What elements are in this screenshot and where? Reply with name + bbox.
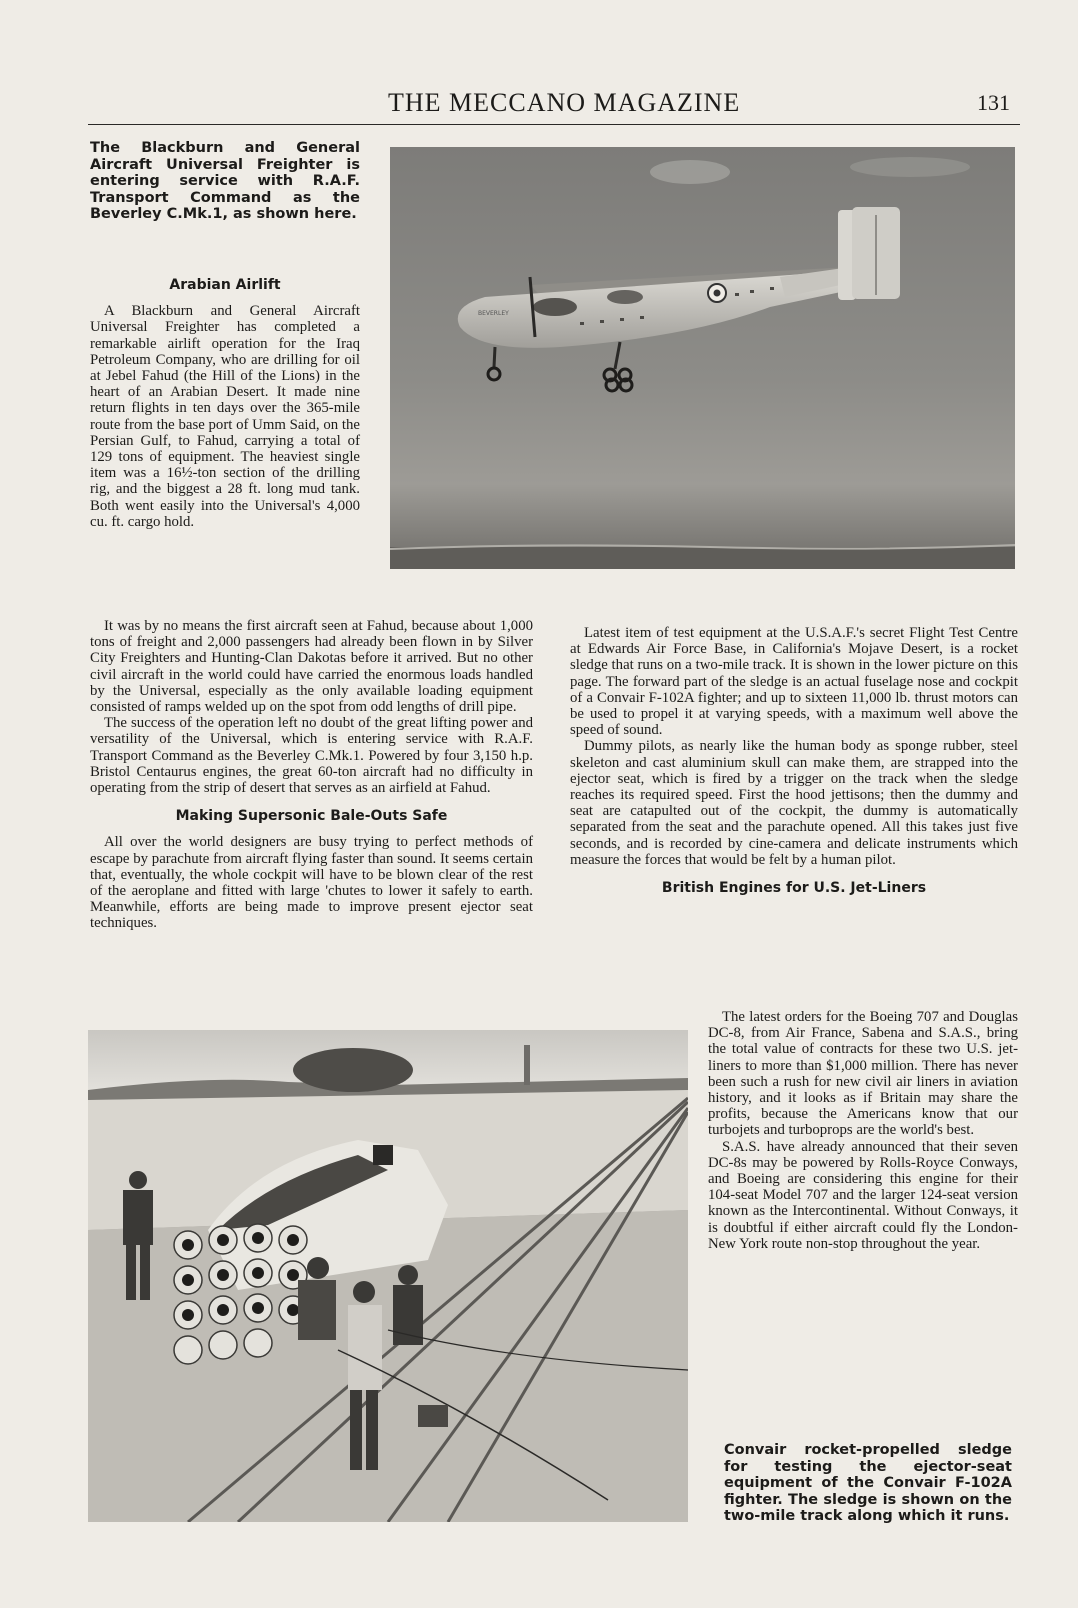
aircraft-photo-caption: The Blackburn and General Aircraft Universal Freighter is entering service with R.A.F. Transport Command as the Beverley C.Mk.1, as shown here.	[90, 140, 360, 222]
supersonic-heading: Making Supersonic Bale-Outs Safe	[175, 808, 448, 825]
arabian-airlift-heading: Arabian Airlift	[169, 277, 281, 293]
british-engines-paragraph-2: S.A.S. have already announced that their seven DC-8s may be powered by Rolls-Royce Conways, and Boeing are considering this engine for their 104-seat Model 707 and the larger 124-seat version known as the Intercontinental. Without Conways, it is doubtful if either aircraft could fly the London-New York route non-stop throughout the year.	[708, 1138, 1018, 1252]
supersonic-paragraph-1: All over the world designers are busy trying to perfect methods of escape by parachute from aircraft flying faster than sound. It seems certain that, eventually, the whole cockpit will have to be blown clear of the rest of the aeroplane and fitted with large 'chutes to lower it safely to earth. Meanwhile, efforts are being made to improve present ejector seat techniques.	[90, 834, 533, 932]
masthead: THE MECCANO MAGAZINE	[388, 88, 741, 117]
rocket-sledge-photo	[88, 1030, 688, 1522]
arabian-airlift-paragraph-1: A Blackburn and General Aircraft Universal Freighter has completed a remarkable airlift operation for the Iraq Petroleum Company, who are drilling for oil at Jebel Fahud (the Hill of the Lions) in the heart of an Arabian Desert. It made nine return flights in ten days over the 365-mile route from the base port of Umm Said, on the Persian Gulf, to Fahud, carrying a total of 129 tons of equipment. The heaviest single item was a 16½-ton section of the drilling rig, and the biggest a 28 ft. long mud tank. Both went easily into the Universal's 4,000 cu. ft. cargo hold.	[90, 303, 360, 530]
british-engines-heading: British Engines for U.S. Jet-Liners	[661, 880, 927, 897]
arabian-airlift-paragraph-3: The success of the operation left no doubt of the great lifting power and versatility of the Universal, which is entering service with R.A.F. Transport Command as the Beverley C.Mk.1. Powered by four 3,150 h.p. Bristol Centaurus engines, the great 60-ton aircraft had no difficulty in operating from the strip of desert that serves as an airfield at Fahud.	[90, 715, 533, 797]
british-engines-paragraph-1: The latest orders for the Boeing 707 and Douglas DC-8, from Air France, Sabena and S.A.S., bring the total value of contracts for these two U.S. jet-liners to more than $1,000 million. There has never been such a rush for new civil air liners in aviation history, and it looks as if Britain may share the profits, because the Americans know that our turbojets and turboprops are the world's best.	[708, 1009, 1018, 1139]
supersonic-paragraph-2: Latest item of test equipment at the U.S.A.F.'s secret Flight Test Centre at Edwards Air Force Base, in California's Mojave Desert, is a rocket sledge that runs on a two-mile track. It is shown in the lower picture on this page. The forward part of the sledge is an actual fuselage nose and cockpit of a Convair F-102A fighter; and up to sixteen 11,000 lb. thrust motors can be used to propel it at varying speeds, with a maximum well above the speed of sound.	[570, 625, 1018, 739]
page-header	[88, 84, 1020, 125]
page-number: 131	[977, 90, 1010, 115]
fuselage-lettering: BEVERLEY	[478, 310, 509, 317]
left-text-column	[90, 618, 533, 932]
arabian-airlift-paragraph-2: It was by no means the first aircraft seen at Fahud, because about 1,000 tons of freight and 2,000 passengers had already been flown in by Silver City Freighters and Hunting-Clan Dakotas before it arrived. But no other civil aircraft in the world could have carried the enormous loads handled by the Universal, especially as the only available loading equipment consisted of ramps welded up on the spot from odd lengths of drill pipe.	[90, 618, 533, 716]
british-engines-column	[708, 1009, 1018, 1252]
arabian-airlift-intro-column	[90, 277, 360, 530]
rocket-sledge-caption: Convair rocket-propelled sledge for testing the ejector-seat equipment of the Convair F-102A fighter. The sledge is shown on the two-mile track along which it runs.	[724, 1442, 1012, 1524]
right-text-column	[570, 625, 1018, 906]
beverley-aircraft-photo	[390, 147, 1015, 569]
supersonic-paragraph-3: Dummy pilots, as nearly like the human body as sponge rubber, steel skeleton and cast aluminium skull can make them, are strapped into the ejector seat, which is fired by a trigger on the track when the sledge reaches its required speed. First the hood jettisons; then the dummy and seat are catapulted out of the cockpit, the dummy is automatically separated from the seat and the parachute opened. All this takes just five seconds, and is recorded by cine-camera and delicate instruments which measure the forces that would be felt by a human pilot.	[570, 738, 1018, 868]
